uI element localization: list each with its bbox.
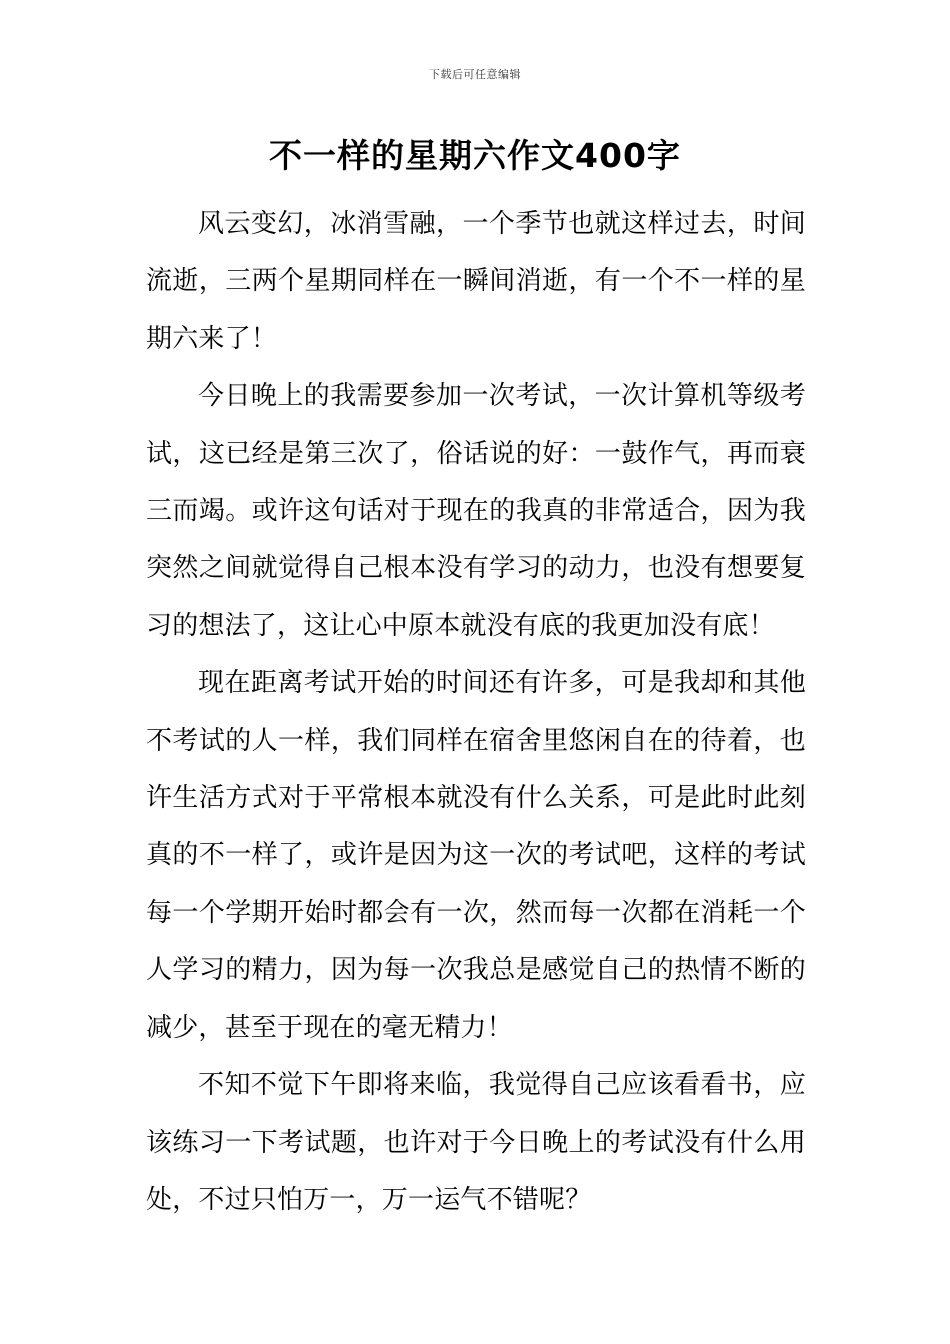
paragraph: 风云变幻，冰消雪融，一个季节也就这样过去，时间流逝，三两个星期同样在一瞬间消逝，有一个不一样的星期六来了！ bbox=[146, 209, 806, 354]
header-note: 下载后可任意编辑 bbox=[429, 68, 521, 81]
paragraph: 现在距离考试开始的时间还有许多，可是我却和其他不考试的人一样，我们同样在宿舍里悠闲自在的待着，也许生活方式对于平常根本就没有什么关系，可是此时此刻真的不一样了，或许是因为这一次的考试吧，这样的考试每一个学期开始时都会有一次，然而每一次都在消耗一个人学习的精力，因为每一次我总是感觉自己的热情不断的减少，甚至于现在的毫无精力！ bbox=[146, 668, 806, 1043]
paragraph: 不知不觉下午即将来临，我觉得自己应该看看书，应该练习一下考试题，也许对于今日晚上的考试没有什么用处，不过只怕万一，万一运气不错呢？ bbox=[146, 1070, 806, 1215]
paragraph: 今日晚上的我需要参加一次考试，一次计算机等级考试，这已经是第三次了，俗话说的好：一鼓作气，再而衰三而竭。或许这句话对于现在的我真的非常适合，因为我突然之间就觉得自己根本没有学习的动力，也没有想要复习的想法了，这让心中原本就没有底的我更加没有底！ bbox=[146, 381, 806, 641]
document-title: 不一样的星期六作文400字 bbox=[269, 136, 681, 175]
document-body bbox=[146, 196, 806, 1229]
